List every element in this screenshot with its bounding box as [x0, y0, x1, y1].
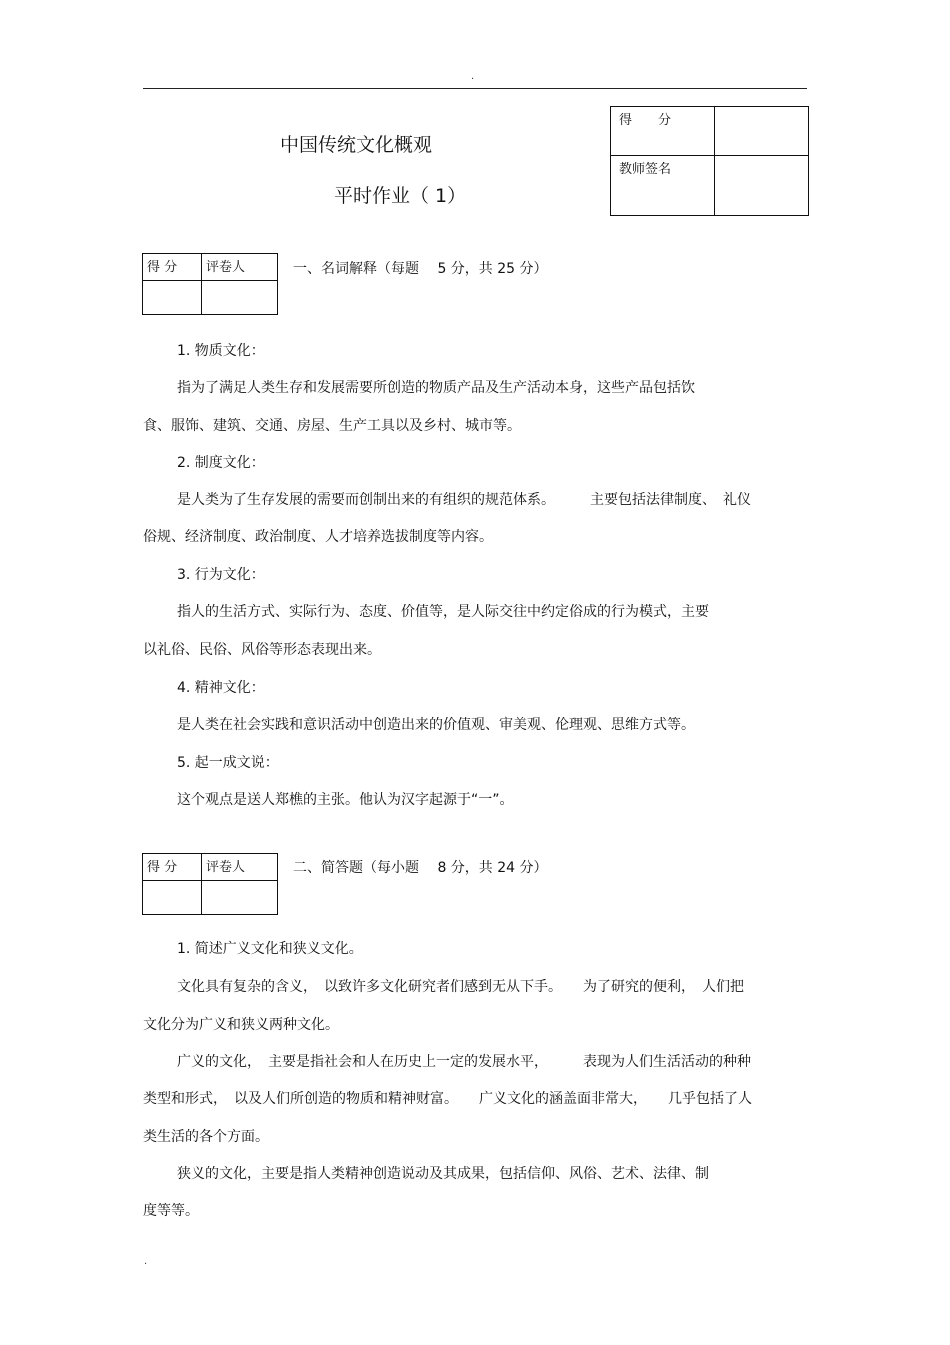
score-value-cell[interactable]	[715, 107, 809, 156]
def-1-line-2: 食、服饰、建筑、交通、房屋、生产工具以及乡村、城市等。	[143, 418, 521, 434]
answer-p3-line-2: 度等等。	[143, 1203, 199, 1219]
def-2-line-1: 是人类为了生存发展的需要而创制出来的有组织的规范体系。 主要包括法律制度、 礼仪	[177, 492, 751, 508]
def-1-line-1: 指为了满足人类生存和发展需要所创造的物质产品及生产活动本身，这些产品包括饮	[177, 380, 695, 396]
section1-score-table	[142, 253, 278, 315]
section1-score-label: 得 分	[143, 254, 202, 281]
section1-score-cell[interactable]	[143, 281, 202, 315]
section2-score-label: 得 分	[143, 854, 202, 881]
section1-grader-cell[interactable]	[202, 281, 278, 315]
top-score-box	[610, 106, 809, 216]
answer-p3-line-1: 狭义的文化，主要是指人类精神创造说动及其成果，包括信仰、风俗、艺术、法律、制	[177, 1166, 709, 1182]
doc-title: 中国传统文化概观	[280, 134, 433, 156]
footer-dot: .	[144, 1256, 148, 1267]
header-dot: ·	[471, 74, 475, 85]
section1-grader-label: 评卷人	[202, 254, 278, 281]
section2-heading: 二、简答题（每小题 8 分，共 24 分）	[293, 860, 548, 876]
term-5: 5. 起一成文说：	[177, 755, 279, 771]
section2-score-table	[142, 853, 278, 915]
section1-heading: 一、名词解释（每题 5 分，共 25 分）	[293, 261, 548, 277]
def-5-line-1: 这个观点是送人郑樵的主张。他认为汉字起源于“一”。	[177, 792, 514, 808]
answer-p1-line-2: 文化分为广义和狭义两种文化。	[143, 1017, 339, 1033]
term-3: 3. 行为文化：	[177, 567, 265, 583]
header-rule	[143, 88, 807, 89]
answer-p2-line-1: 广义的文化， 主要是指社会和人在历史上一定的发展水平， 表现为人们生活活动的种种	[177, 1054, 751, 1070]
section2-score-cell[interactable]	[143, 881, 202, 915]
answer-p1-line-1: 文化具有复杂的含义， 以致许多文化研究者们感到无从下手。 为了研究的便利， 人们把	[177, 979, 744, 995]
answer-p2-line-2: 类型和形式， 以及人们所创造的物质和精神财富。 广义文化的涵盖面非常大， 几乎包括了人	[143, 1091, 752, 1107]
doc-subtitle: 平时作业（ 1）	[334, 185, 467, 207]
def-2-line-2: 俗规、经济制度、政治制度、人才培养选拔制度等内容。	[143, 529, 493, 545]
teacher-sign-cell[interactable]	[715, 156, 809, 216]
teacher-sign-label: 教师签名	[611, 156, 715, 216]
term-4: 4. 精神文化：	[177, 680, 265, 696]
term-1: 1. 物质文化：	[177, 343, 265, 359]
term-2: 2. 制度文化：	[177, 455, 265, 471]
def-4-line-1: 是人类在社会实践和意识活动中创造出来的价值观、审美观、伦理观、思维方式等。	[177, 717, 695, 733]
def-3-line-2: 以礼俗、民俗、风俗等形态表现出来。	[143, 642, 381, 658]
section2-grader-label: 评卷人	[202, 854, 278, 881]
score-label: 得 分	[611, 107, 715, 156]
question-1: 1. 简述广义文化和狭义文化。	[177, 941, 363, 957]
answer-p2-line-3: 类生活的各个方面。	[143, 1129, 269, 1145]
def-3-line-1: 指人的生活方式、实际行为、态度、价值等，是人际交往中约定俗成的行为模式，主要	[177, 604, 709, 620]
section2-grader-cell[interactable]	[202, 881, 278, 915]
